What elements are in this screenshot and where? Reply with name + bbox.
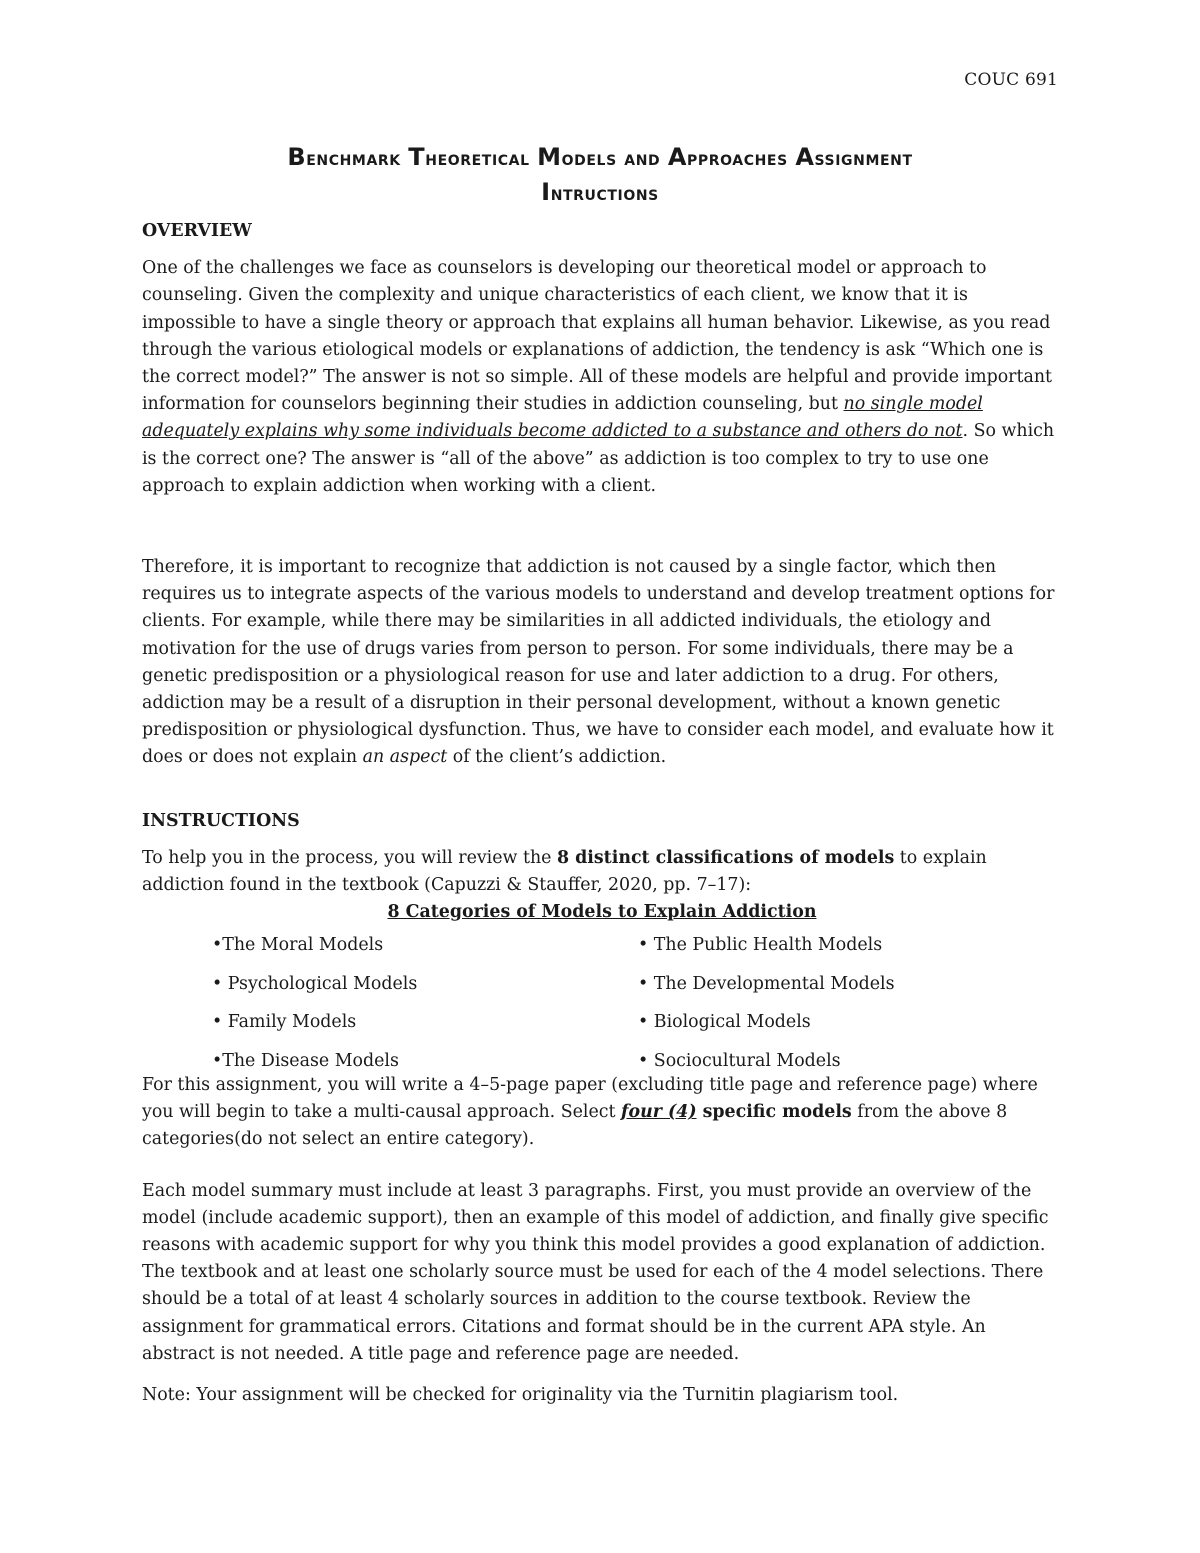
overview-paragraph-2: Therefore, it is important to recognize that addiction is not caused by a single factor, which then requires us to integrate aspects of the various models to understand and develop treatment options for clients. For example, while there may be similarities in all addicted individuals, the etiology and motivation for the use of drugs varies from person to person. For some individuals, there may be a genetic predisposition or a physiological reason for use and later addiction to a drug. For others, addiction may be a result of a disruption in their personal development, without a known genetic predisposition or physiological dysfunction. Thus, we have to consider each model, and evaluate how it does or does not explain an aspect of the client’s addiction.: [142, 557, 1055, 768]
emphasis-text: no single model adequately explains why some individuals become addicted to a substance and others do not: [142, 394, 983, 442]
summary-paragraph: Each model summary must include at least 3 paragraphs. First, you must provide an overview of the model (include academic support), then an example of this model of addiction, and finally give specific reasons with academic support for why you think this model provides a good explanation of addiction. The textbook and at least one scholarly source must be used for each of the 4 model selections. There should be a total of at least 4 scholarly sources in addition to the course textbook. Review the assignment for grammatical errors. Citations and format should be in the current APA style. An abstract is not needed. A title page and reference page are needed.: [142, 1180, 1049, 1364]
document-body: [142, 218, 1062, 1409]
list-item: •The Moral Models: [212, 935, 384, 956]
note-paragraph: Note: Your assignment will be checked for originality via the Turnitin plagiarism tool.: [142, 1385, 899, 1405]
list-item: • The Public Health Models: [638, 935, 883, 956]
instructions-intro: To help you in the process, you will review the 8 distinct classifications of models to explain addiction found in the textbook (Capuzzi & Stauffer, 2020, pp. 7–17):: [142, 847, 987, 896]
list-item: • Biological Models: [638, 1012, 811, 1033]
categories-title: 8 Categories of Models to Explain Addiction: [387, 902, 817, 923]
page-title: [142, 140, 1058, 210]
course-code: COUC 691: [964, 70, 1058, 90]
emphasis-text: four (4): [621, 1102, 697, 1123]
title-line-1: Benchmark Theoretical Models and Approaches Assignment: [287, 143, 913, 171]
title-line-2: Intructions: [541, 178, 659, 206]
list-item: • The Developmental Models: [638, 973, 895, 994]
list-item: • Psychological Models: [212, 973, 418, 994]
emphasis-text: an aspect: [362, 747, 448, 768]
instructions-heading: INSTRUCTIONS: [142, 810, 300, 831]
list-item: • Sociocultural Models: [638, 1050, 841, 1071]
assignment-paragraph: For this assignment, you will write a 4–5-page paper (excluding title page and reference page) where you will begin to take a multi-causal approach. Select four (4) specific models from the above 8 categories(do not select an entire category).: [142, 1074, 1038, 1150]
list-item: • Family Models: [212, 1012, 357, 1033]
categories-list: [212, 930, 1062, 1072]
overview-heading: OVERVIEW: [142, 221, 252, 241]
overview-paragraph-1: One of the challenges we face as counselors is developing our theoretical model or approach to counseling. Given the complexity and unique characteristics of each client, we know that it is impossible to have a single theory or approach that explains all human behavior. Likewise, as you read through the various etiological models or explanations of addiction, the tendency is ask “Which one is the correct model?” The answer is not so simple. All of these models are helpful and provide important information for counselors beginning their studies in addiction counseling, but no single model adequately explains why some individuals become addicted to a substance and others do not. So which is the correct one? The answer is “all of the above” as addiction is too complex to try to use one approach to explain addiction when working with a client.: [142, 258, 1055, 496]
list-item: •The Disease Models: [212, 1050, 399, 1071]
